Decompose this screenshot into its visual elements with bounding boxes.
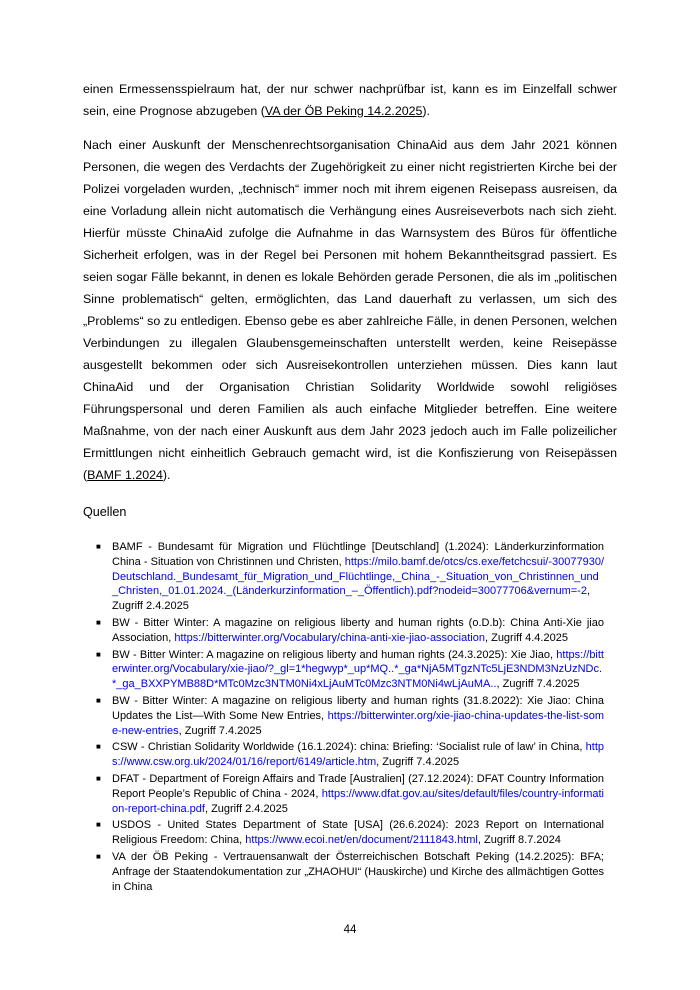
source-text — [112, 616, 604, 646]
source-text — [112, 694, 604, 738]
bullet-square-icon: ■ — [96, 617, 101, 627]
source-item — [96, 850, 604, 894]
source-item — [96, 616, 604, 646]
text-run: BW - Bitter Winter: A magazine on religious liberty and human rights (24.3.2025): Xie Jiao, — [112, 648, 557, 661]
bullet-square-icon: ■ — [96, 695, 101, 705]
url-link[interactable]: https://bitterwinter.org/xie-jiao-china-updates-the-list-some-new-entries — [112, 709, 604, 737]
source-text — [112, 818, 604, 848]
source-item — [96, 818, 604, 848]
source-item — [96, 740, 604, 770]
text-run: VA der ÖB Peking - Vertrauensanwalt der Österreichischen Botschaft Peking (14.2.2025): BFA; Anfrage der Staatendokumentation zur „ZHAOHUI“ (Hauskirche) und Kirche des allmächtigen Gottes in China — [112, 850, 604, 893]
text-run: , Zugriff 7.4.2025 — [376, 756, 460, 769]
text-run: CSW - Christian Solidarity Worldwide (16.1.2024): china: Briefing: ‘Socialist rule of law’ in China, — [112, 741, 586, 754]
text-run: ). — [422, 104, 430, 118]
page-number: 44 — [343, 924, 357, 936]
text-run: , Zugriff 7.4.2025 — [178, 724, 262, 737]
source-item — [96, 648, 604, 692]
text-run: ). — [162, 468, 171, 482]
text-run: , Zugriff 8.7.2024 — [477, 834, 561, 847]
text-run: BW - Bitter Winter: A magazine on religious liberty and human rights (o.D.b): China Anti-Xie jiao Association, — [112, 616, 604, 644]
bullet-square-icon: ■ — [96, 649, 101, 659]
text-run: USDOS - United States Department of State [USA] (26.6.2024): 2023 Report on International Religious Freedom: China, — [112, 819, 604, 847]
url-link[interactable]: https://bitterwinter.org/Vocabulary/xie-jiao/?_gl=1*hegwyp*_up*MQ..*_ga*NjA5MTgzNTc5LjE3NDM3NzUzNDc.*_ga_BXXPYMB88D*MTc0Mzc3NTM0Ni4xLjAuMTc0Mzc3NTM0Ni4wLjAuMA.. — [112, 648, 604, 691]
bullet-square-icon: ■ — [96, 820, 101, 830]
text-run: , Zugriff 2.4.2025 — [204, 802, 288, 815]
source-text — [112, 740, 604, 770]
bullet-square-icon: ■ — [96, 851, 101, 861]
bullet-square-icon: ■ — [96, 773, 101, 783]
source-text — [112, 648, 604, 692]
text-run: DFAT - Department of Foreign Affairs and Trade [Australien] (27.12.2024): DFAT Country Information Report People’s Republic of China - 2024, — [112, 772, 604, 800]
url-link[interactable]: https://www.ecoi.net/en/document/2111843.html — [245, 834, 478, 847]
citation-link[interactable]: BAMF 1.2024 — [87, 468, 163, 482]
text-run: , Zugriff 7.4.2025 — [496, 678, 580, 691]
url-link[interactable]: https://www.csw.org.uk/2024/01/16/report/6149/article.htm — [112, 741, 604, 769]
text-run: BW - Bitter Winter: A magazine on religious liberty and human rights (31.8.2022): Xie Jiao: China Updates the List—With Some New Entries, — [112, 694, 604, 722]
sources-heading: Quellen — [83, 505, 127, 519]
source-text — [112, 850, 604, 894]
paragraph — [83, 134, 617, 486]
url-link[interactable]: https://www.dfat.gov.au/sites/default/files/country-information-report-china.pdf — [112, 787, 604, 815]
text-run: Nach einer Auskunft der Menschenrechtsorganisation ChinaAid aus dem Jahr 2021 können Personen, die wegen des Verdachts der Zugehörigkeit zu einer nicht registrierten Kirche bei der Polizei vorgeladen wurden, „technisch“ immer noch mit ihrem eigenen Reisepass ausreisen, da eine Vorladung allein nicht automatisch die Verhängung eines Ausreiseverbots nach sich zieht. Hierfür müsste ChinaAid zufolge die Aufnahme in das Warnsystem des Büros für öffentliche Sicherheit erfolgen, was in der Regel bei Personen mit hohem Bekanntheitsgrad passiert. Es seien sogar Fälle bekannt, in denen es lokale Behörden gerade Personen, die als im „politischen Sinne problematisch“ gelten, ermöglichten, das Land dauerhaft zu verlassen, um sich des „Problems“ so zu entledigen. Ebenso gebe es aber zahlreiche Fälle, in denen Personen, welchen Verbindungen zu illegalen Glaubensgemeinschaften unterstellt werden, keine Reisepässe ausgestellt bekommen oder sich Ausreisekontrollen unterziehen müssen. Dies kann laut ChinaAid und der Organisation Christian Solidarity Worldwide sowohl religiöses Führungspersonal und deren Familien als auch einfache Mitglieder betreffen. Eine weitere Maßnahme, von der nach einer Auskunft aus dem Jahr 2023 jedoch auch im Falle polizeilicher Ermittlungen nicht einheitlich Gebrauch gemacht wird, ist die Konfiszierung von Reisepässen ( — [83, 138, 617, 482]
text-run: BAMF - Bundesamt für Migration und Flüchtlinge [Deutschland] (1.2024): Länderkurzinformation China - Situation von Christinnen und Christen, — [112, 541, 604, 568]
text-run: einen Ermessensspielraum hat, der nur schwer nachprüfbar ist, kann es im Einzelfall schwer sein, eine Prognose abzugeben ( — [83, 82, 617, 118]
paragraph — [83, 78, 617, 122]
bullet-square-icon: ■ — [96, 742, 101, 752]
bullet-square-icon: ■ — [96, 542, 101, 551]
text-run: , Zugriff 4.4.2025 — [484, 631, 568, 644]
citation-link[interactable]: VA der ÖB Peking 14.2.2025 — [264, 104, 423, 118]
source-item — [96, 540, 604, 614]
source-text — [112, 772, 604, 816]
url-link[interactable]: https://milo.bamf.de/otcs/cs.exe/fetchcsui/-30077930/Deutschland._Bundesamt_für_Migration_und_Flüchtlinge,_China_-_Situation_von_Christinnen_und_Christen,_01.01.2024._(Länderkurzinformation_–_Öffentlich).pdf?nodeid=30077706&vernum=-2 — [112, 555, 604, 598]
text-run: , Zugriff 2.4.2025 — [112, 585, 591, 613]
source-item — [96, 772, 604, 816]
sources-list — [96, 540, 604, 894]
url-link[interactable]: https://bitterwinter.org/Vocabulary/china-anti-xie-jiao-association — [174, 631, 485, 644]
source-item — [96, 694, 604, 738]
source-text — [112, 540, 604, 614]
